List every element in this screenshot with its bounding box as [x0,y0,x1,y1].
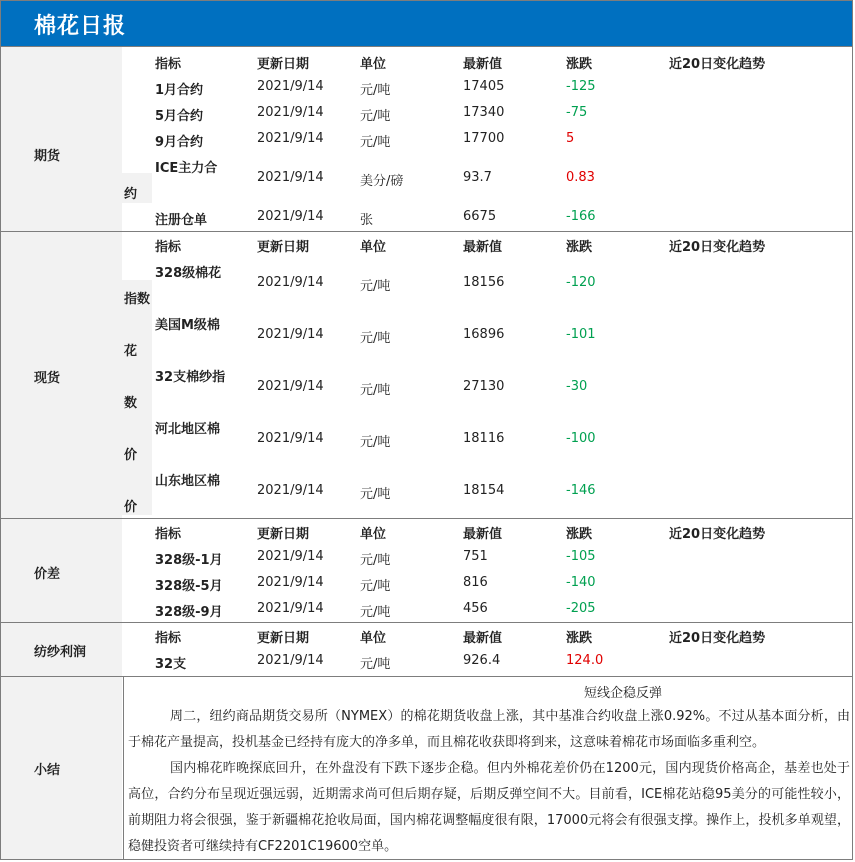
row-name-wrap: 价 [124,500,138,515]
row-name: 328级-1月 [155,553,223,568]
row-value: 456 [463,601,488,616]
row-name: 32支棉纱指 [155,370,226,385]
profit-label-cell [1,623,123,676]
header-value: 最新值 [463,57,503,72]
header-date: 更新日期 [257,527,310,542]
spread-section [1,518,852,622]
row-date: 2021/9/14 [257,549,324,564]
row-date: 2021/9/14 [257,575,324,590]
header-date: 更新日期 [257,631,310,646]
row-unit: 元/吨 [360,83,391,98]
row-name: 河北地区棉 [155,422,221,437]
row-value: 18156 [463,275,505,290]
row-date: 2021/9/14 [257,170,324,185]
row-change: -166 [566,209,596,224]
row-unit: 元/吨 [360,109,391,124]
profit-section [1,622,852,676]
row-unit: 元/吨 [360,657,391,672]
row-change: -75 [566,105,588,120]
row-change: -205 [566,601,596,616]
header-value: 最新值 [463,631,503,646]
header-change: 涨跌 [566,57,593,72]
summary-paragraph-2: 国内棉花昨晚探底回升，在外盘没有下跌下逐步企稳。但内外棉花差价仍在1200元，国内现货价格高企，基差也处于高位，合约分布呈现近强远弱，近期需求尚可但后期存疑，后期反弹空间不大。目前看，ICE棉花站稳95美分的可能性较小，前期阻力将会很强，鉴于新疆棉花抢收局面，国内棉花调整幅度很有限，17000元将会有很强支撑。操作上，投机多单观望，稳健投资者可继续持有CF2201C19600空单。 [128,761,850,854]
row-value: 17405 [463,79,505,94]
futures-section [1,46,852,231]
row-unit: 元/吨 [360,553,391,568]
summary-label-cell [1,677,123,859]
row-date: 2021/9/14 [257,275,324,290]
row-date: 2021/9/14 [257,431,324,446]
profit-label: 纺纱利润 [34,645,87,660]
row-name-wrap: 数 [124,396,138,411]
row-name: 328级-9月 [155,605,223,620]
header-trend: 近20日变化趋势 [669,57,766,72]
spread-label-cell [1,519,123,622]
row-value: 6675 [463,209,497,224]
header-change: 涨跌 [566,240,593,255]
row-change: 0.83 [566,170,595,185]
summary-paragraph-1: 周二，纽约商品期货交易所（NYMEX）的棉花期货收盘上涨，其中基准合约收盘上涨0.92%。不过从基本面分析，由于棉花产量提高，投机基金已经持有庞大的净多单，而且棉花收获即将到来，这意味着棉花市场面临多重利空。 [128,709,850,750]
row-unit: 元/吨 [360,331,391,346]
header-change: 涨跌 [566,631,593,646]
header-trend: 近20日变化趋势 [669,527,766,542]
row-unit: 美分/磅 [360,174,404,189]
futures-label: 期货 [34,149,61,164]
header-indicator: 指标 [155,527,182,542]
summary-box [123,677,852,859]
spot-section [1,231,852,518]
header-indicator: 指标 [155,631,182,646]
row-date: 2021/9/14 [257,327,324,342]
row-name: 山东地区棉 [155,474,221,489]
header-unit: 单位 [360,527,387,542]
row-name: 1月合约 [155,83,204,98]
row-change: -30 [566,379,588,394]
row-change: -125 [566,79,596,94]
row-date: 2021/9/14 [257,79,324,94]
row-name: 5月合约 [155,109,204,124]
row-value: 17700 [463,131,505,146]
header-indicator: 指标 [155,240,182,255]
row-change: -120 [566,275,596,290]
summary-section [1,676,852,859]
row-change: -140 [566,575,596,590]
row-date: 2021/9/14 [257,379,324,394]
title-bar [1,1,852,46]
header-unit: 单位 [360,631,387,646]
row-unit: 元/吨 [360,435,391,450]
row-name-wrap: 约 [124,187,138,202]
spot-label-cell [1,232,123,518]
row-value: 18116 [463,431,505,446]
row-name-wrap: 价 [124,448,138,463]
row-unit: 张 [360,213,374,228]
row-value: 27130 [463,379,505,394]
row-name: 注册仓单 [155,213,208,228]
row-value: 18154 [463,483,505,498]
row-change: -100 [566,431,596,446]
row-name: ICE主力合 [155,161,218,176]
row-change: -101 [566,327,596,342]
spread-label: 价差 [34,567,61,582]
header-date: 更新日期 [257,240,310,255]
row-value: 816 [463,575,488,590]
row-value: 926.4 [463,653,501,668]
row-value: 93.7 [463,170,492,185]
header-change: 涨跌 [566,527,593,542]
row-value: 751 [463,549,488,564]
row-date: 2021/9/14 [257,209,324,224]
row-date: 2021/9/14 [257,483,324,498]
header-indicator: 指标 [155,57,182,72]
row-change: -105 [566,549,596,564]
row-unit: 元/吨 [360,579,391,594]
header-unit: 单位 [360,240,387,255]
row-value: 16896 [463,327,505,342]
row-date: 2021/9/14 [257,653,324,668]
row-value: 17340 [463,105,505,120]
row-unit: 元/吨 [360,383,391,398]
row-date: 2021/9/14 [257,105,324,120]
summary-label: 小结 [34,763,61,778]
row-name: 328级棉花 [155,266,222,281]
row-unit: 元/吨 [360,487,391,502]
row-unit: 元/吨 [360,135,391,150]
row-change: -146 [566,483,596,498]
row-date: 2021/9/14 [257,601,324,616]
header-trend: 近20日变化趋势 [669,631,766,646]
header-value: 最新值 [463,527,503,542]
header-date: 更新日期 [257,57,310,72]
row-unit: 元/吨 [360,605,391,620]
summary-title: 短线企稳反弹 [584,686,663,701]
row-change: 124.0 [566,653,604,668]
header-value: 最新值 [463,240,503,255]
row-name: 9月合约 [155,135,204,150]
spot-label: 现货 [34,371,61,386]
row-date: 2021/9/14 [257,131,324,146]
row-change: 5 [566,131,575,146]
row-unit: 元/吨 [360,279,391,294]
row-name: 美国M级棉 [155,318,220,333]
header-unit: 单位 [360,57,387,72]
row-name: 32支 [155,657,187,672]
row-name-wrap: 花 [124,344,138,359]
header-trend: 近20日变化趋势 [669,240,766,255]
row-name: 328级-5月 [155,579,223,594]
futures-label-cell [1,47,123,231]
row-name-wrap: 指数 [124,292,151,307]
page-title: 棉花日报 [34,14,127,39]
